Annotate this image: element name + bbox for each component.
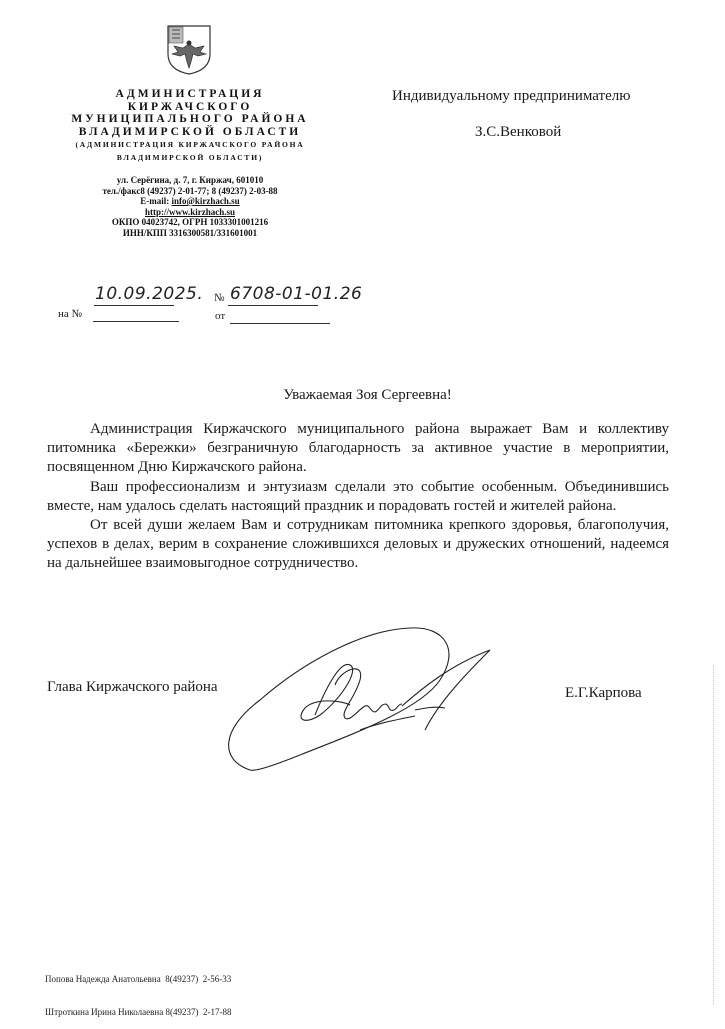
reference-number-field [93,321,179,322]
executor-contacts [45,952,231,1029]
coat-of-arms-icon [166,24,212,76]
org-inn-kpp: ИНН/КПП 3316300581/331601001 [122,227,258,238]
org-phone: тел./факс8 (49237) 2-01-77; 8 (49237) 2-03-88 [102,185,278,196]
org-short-line: ВЛАДИМИРСКОЙ ОБЛАСТИ) [116,153,264,162]
org-short-line: (АДМИНИСТРАЦИЯ КИРЖАЧСКОГО РАЙОНА [75,140,305,149]
body-paragraph: Администрация Киржачского муниципального района выражает Вам и коллективу питомника «Бережки» безграничную благодарность за активное участие в мероприятии, посвященном Дню Киржачского района. [47,421,669,476]
org-address: ул. Серёгина, д. 7, г. Киржач, 601010 [116,175,264,185]
executor-contact: Попова Надежда Анатольевна 8(49237) 2-56-33 [45,974,232,984]
org-contacts [60,175,320,238]
organization-header [55,88,325,164]
reference-number-label: на № [58,308,83,320]
executor-contact: Штроткина Ирина Николаевна 8(49237) 2-17-88 [45,1007,232,1017]
org-line: МУНИЦИПАЛЬНОГО РАЙОНА [71,113,309,125]
number-sign: № [214,292,225,304]
handwritten-signature-icon [200,620,500,780]
website-link[interactable]: http://www.kirzhach.su [144,206,235,217]
scan-edge-artifact [713,665,714,1005]
recipient-title: Индивидуальному предпринимателю [392,88,631,104]
email-label: E-mail: [140,196,172,206]
org-line: АДМИНИСТРАЦИЯ [115,88,265,100]
number-underline [228,305,318,306]
salutation: Уважаемая Зоя Сергеевна! [283,387,452,403]
body-paragraph: От всей души желаем Вам и сотрудникам питомника крепкого здоровья, благополучия, успехов в делах, верим в сохранение сложившихся деловых и дружеских отношений, надеемся на дальнейшее взаимовыгодное сотрудничество. [47,517,669,572]
reference-date-field [230,323,330,324]
outgoing-number: 6708-01-01.26 [230,284,363,304]
outgoing-date: 10.09.2025. [95,284,204,304]
org-okpo-ogrn: ОКПО 04023742, ОГРН 1033301001216 [111,217,269,227]
signatory-name: Е.Г.Карпова [565,685,642,701]
org-line: ВЛАДИМИРСКОЙ ОБЛАСТИ [78,125,302,138]
signatory-title: Глава Киржачского района [47,679,218,695]
org-line: КИРЖАЧСКОГО [127,100,253,113]
org-email-row [60,196,320,207]
date-underline [94,305,174,306]
body-paragraph: Ваш профессионализм и энтузиазм сделали это событие особенным. Объединившись вместе, нам удалось сделать настоящий праздник и порадовать гостей и жителей района. [47,478,669,514]
reference-date-label: от [215,310,226,322]
email-link[interactable]: info@kirzhach.su [171,196,240,206]
letter-body [47,420,669,574]
recipient-name: З.С.Венковой [475,124,562,140]
